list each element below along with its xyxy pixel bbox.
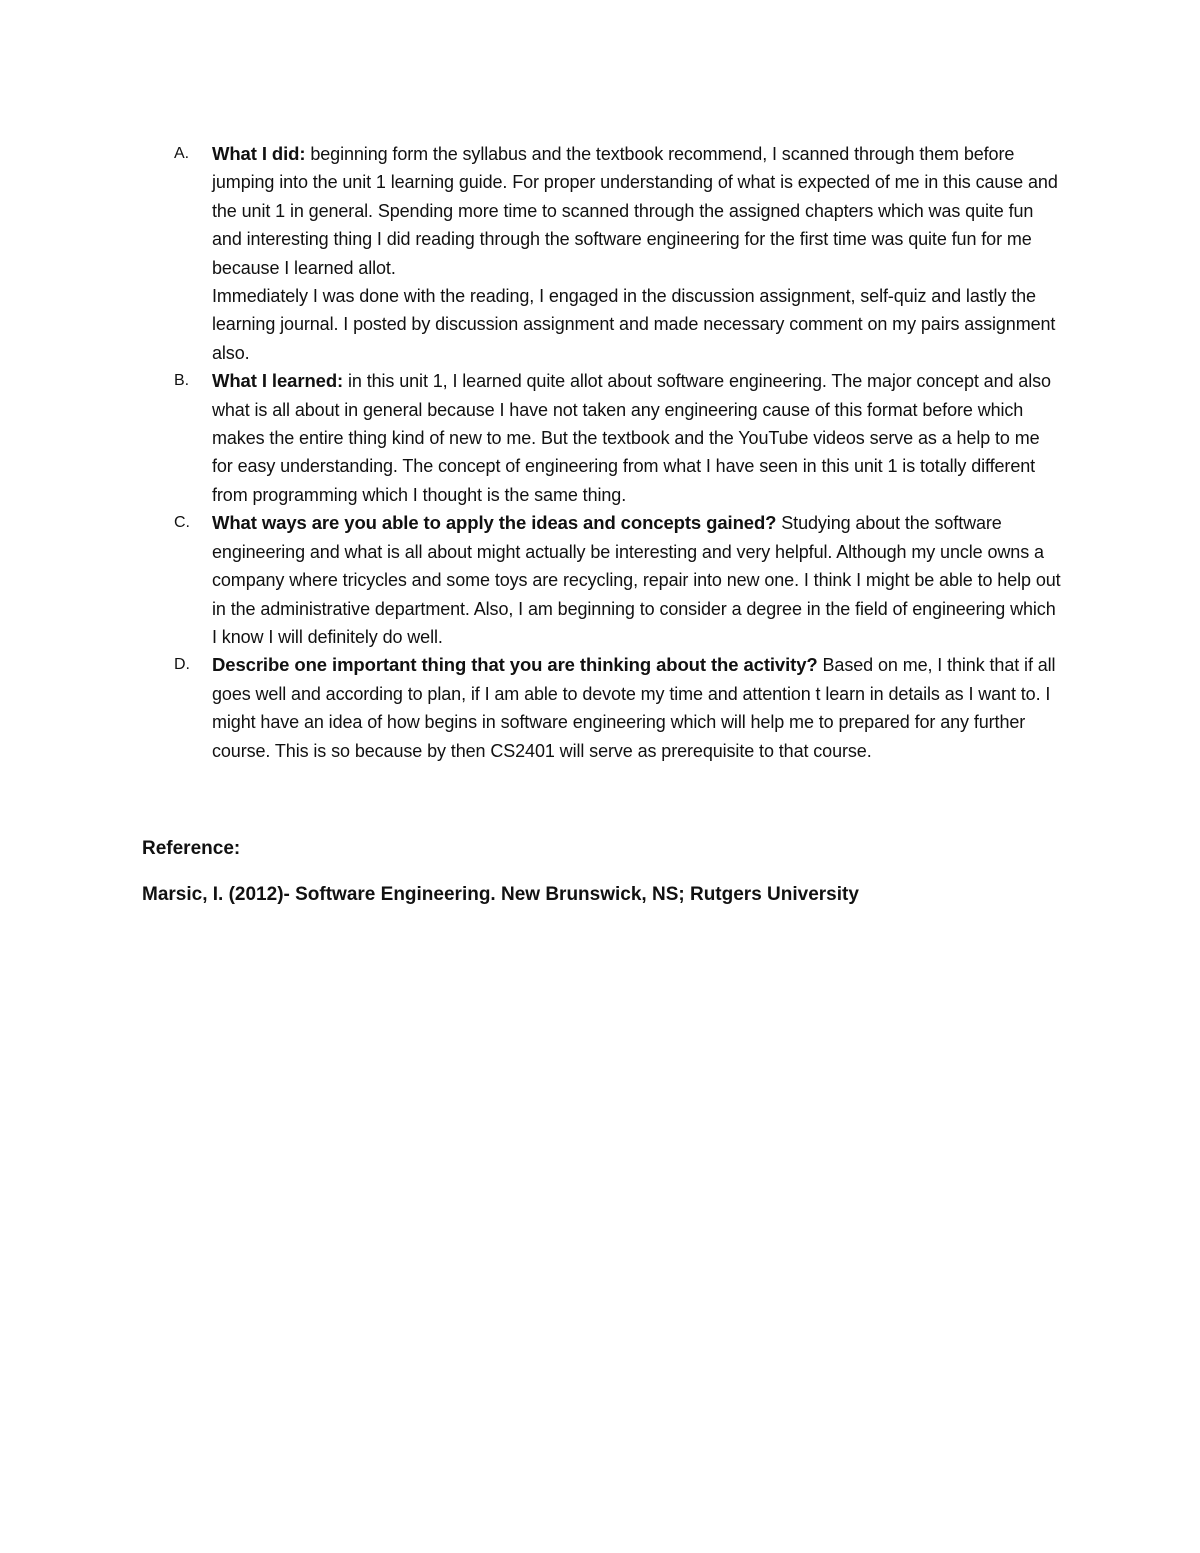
list-item-important-thing: [174, 651, 1064, 765]
item-text: Studying about the software engineering and what is all about might actually be interesting and very helpful. Although my uncle owns a company where tricycles and some toys are recycling, repair into new one. I think I might be able to help out in the administrative department. Also, I am beginning to consider a degree in the field of engineering which I know I will definitely do well.: [212, 513, 1061, 647]
item-heading: What I learned:: [212, 370, 344, 392]
item-text: beginning form the syllabus and the textbook recommend, I scanned through them before jumping into the unit 1 learning guide. For proper understanding of what is expected of me in this cause and the unit 1 in general. Spending more time to scanned through the assigned chapters which was quite fun and interesting thing I did reading through the software engineering for the first time was quite fun for me because I learned allot.: [212, 144, 1058, 278]
list-marker: A.: [174, 145, 189, 162]
list-item-what-i-learned: [174, 367, 1064, 509]
item-heading: What ways are you able to apply the ideas and concepts gained?: [212, 512, 777, 534]
item-heading: What I did:: [212, 143, 306, 164]
reference-entry: Marsic, I. (2012)- Software Engineering. New Brunswick, NS; Rutgers University: [142, 884, 859, 905]
item-text-continued: Immediately I was done with the reading, I engaged in the discussion assignment, self-quiz and lastly the learning journal. I posted by discussion assignment and made necessary comment on my pairs assignment also.: [212, 286, 1056, 363]
list-item-apply-ideas: [174, 509, 1064, 651]
item-text: Based on me, I think that if all goes well and according to plan, if I am able to devote my time and attention t learn in details as I want to. I might have an idea of how begins in software engineering which will help me to prepared for any further course. This is so because by then CS2401 will serve as prerequisite to that course.: [212, 655, 1056, 761]
item-heading: Describe one important thing that you are thinking about the activity?: [212, 654, 818, 676]
list-item-what-i-did: [174, 140, 1064, 367]
list-marker: B.: [174, 372, 189, 390]
list-marker: C.: [174, 514, 190, 532]
item-text: in this unit 1, I learned quite allot about software engineering. The major concept and also what is all about in general because I have not taken any engineering cause of this format before which makes the entire thing kind of new to me. But the textbook and the YouTube videos serve as a help to me for easy understanding. The concept of engineering from what I have seen in this unit 1 is totally different from programming which I thought is the same thing.: [212, 371, 1051, 505]
list-marker: D.: [174, 656, 190, 674]
journal-list: [174, 140, 1064, 765]
reference-heading: Reference:: [142, 838, 241, 859]
